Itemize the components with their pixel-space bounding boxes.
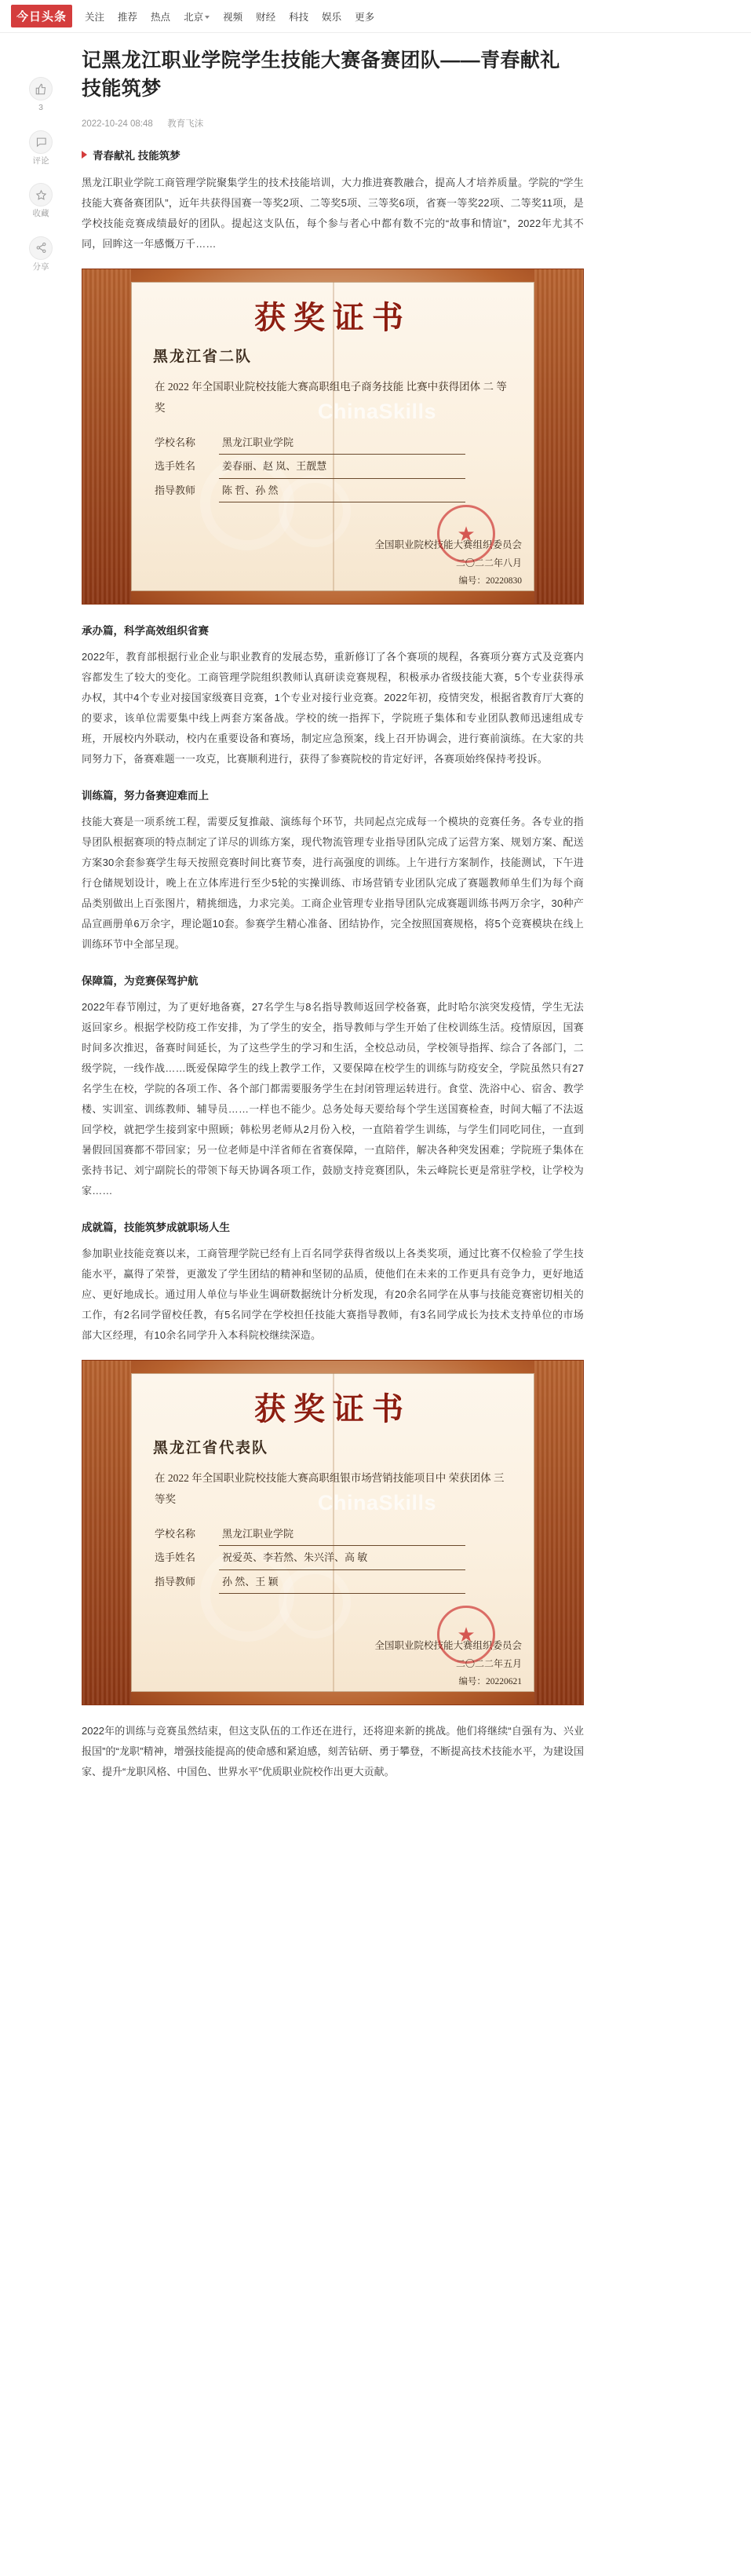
certificate-row-key: 选手姓名	[155, 1551, 196, 1564]
certificate-number: 编号：20220621	[458, 1677, 522, 1686]
page-body	[0, 33, 751, 1806]
certificate-row	[155, 1570, 465, 1594]
nav-item-keji[interactable]	[289, 9, 308, 24]
article-action-rail	[0, 47, 82, 1806]
certificate-body-text: 在 2022 年全国职业院校技能大赛高职组银市场营销技能项目中 荣获团体 三 等奖	[155, 1472, 505, 1505]
certificate-title: 获奖证书	[254, 300, 411, 335]
nav-item-label: 娱乐	[322, 11, 342, 23]
thumbs-up-icon	[29, 77, 53, 100]
certificate-image-2	[82, 1360, 584, 1705]
nav-item-label: 科技	[289, 11, 309, 23]
certificate-body-text: 在 2022 年全国职业院校技能大赛高职组电子商务技能 比赛中获得团体 二 等奖	[155, 381, 507, 414]
triangle-bullet-icon	[82, 151, 87, 159]
nav-item-tuijian[interactable]	[118, 9, 137, 24]
nav-item-gengduo[interactable]	[355, 9, 374, 24]
share-button[interactable]	[27, 236, 54, 272]
nav-item-label: 财经	[256, 11, 276, 23]
section-paragraph-3: 2022年春节刚过，为了更好地备赛，27名学生与8名指导教师返回学校备赛，此时哈尔滨突发疫情，学生无法返回家乡。根据学校防疫工作安排，为了学生的安全，指导教师与学生开始了住校训练生活。疫情原因，国赛时间多次推迟，备赛时间延长，为了这些学生的学习和生活，全校总动员，学校领导指挥、综合了各部门，二级学院，一线作战……既爱保障学生的线上教学工作，又要保障在校学生的训练与防疫安全，学院虽然只有27名学生在校，学院的各项工作、各个部门都需要服务学生在封闭管理运转进行。食堂、洗浴中心、宿舍、教学楼、实训室、训练教师、辅导员……一样也不能少。总务处每天要给每个学生送国赛检查，时间大幅了不法返回学校，就把学生接到家中照顾；韩松男老师从2月份入校，一直陪着学生训练，与学生们同吃同住，一直到暑假回国赛都不带回家；另一位老师是中洋省师在省赛保障，一直陪伴，解决各种突发困难；学院班子集体在张持书记、刘宁副院长的带领下每天协调各项工作，鼓励支持竞赛团队，朱云峰院长更是常驻学校，让学校为家……	[82, 1001, 584, 1197]
publish-date: 2022-10-24 08:48	[82, 119, 153, 129]
certificate-row-value: 黑龙江职业学院	[219, 431, 465, 455]
certificate-row-key: 指导教师	[155, 484, 196, 496]
certificate-number: 编号：20220830	[458, 576, 522, 586]
chevron-down-icon	[205, 16, 210, 19]
nav-item-label: 更多	[355, 11, 375, 23]
certificate-date: 二〇二二年八月	[455, 557, 522, 568]
site-logo[interactable]: 今日头条	[11, 5, 72, 27]
certificate-detail-rows	[155, 1522, 465, 1594]
certificate-row	[155, 1546, 465, 1569]
section-paragraph-1: 2022年，教育部根据行业企业与职业教育的发展态势，重新修订了各个赛项的规程，各赛项分赛方式及竞赛内容都发生了较大的变化。工商管理学院组织教师认真研读竞赛规程，积极承办省级技能大赛，5个专业获得承办权，其中4个专业对接国家级赛目竞赛，1个专业对接行业竞赛。2022年初，疫情突发，根据省教育厅大赛的的要求，该单位需要集中线上两套方案备战。学校的统一指挥下，学院班子集体和专业团队教师迅速组成专班，开展校内外联动，校内在重要设备和赛场，制定应急预案，线上召开协调会，进行赛前演练。在大家的共同努力下，备赛难题一一攻克，比赛顺利进行，获得了参赛院校的肯定好评，各赛项始终保持考投诉。	[82, 651, 584, 765]
certificate-row-value: 祝爱英、李若然、朱兴洋、高 敏	[219, 1546, 465, 1569]
certificate-team-name: 黑龙江省二队	[153, 349, 253, 365]
closing-paragraph: 2022年的训练与竞赛虽然结束，但这支队伍的工作还在进行，还将迎来新的挑战。他们将继续“自强有为、兴业报国”的“龙职”精神，增强技能提高的使命感和紧迫感，刻苦钻研、勇于攀登，不断提高技术技能水平，为建设国家、提升“龙职风格、中国色、世界水平”优质职业院校作出更大贡献。	[82, 1725, 584, 1778]
certificate-row	[155, 479, 465, 502]
certificate-date: 二〇二二年五月	[455, 1658, 522, 1669]
section-heading-1: 承办篇，科学高效组织省赛	[82, 625, 209, 637]
like-count: 3	[38, 103, 43, 112]
comment-button[interactable]	[27, 130, 54, 166]
top-navigation-bar	[0, 0, 751, 33]
official-seal-icon: ★	[437, 1606, 495, 1664]
official-seal-icon: ★	[437, 505, 495, 563]
comment-label: 评论	[32, 155, 49, 166]
favorite-button[interactable]	[27, 183, 54, 219]
figure-certificate-2	[82, 1360, 584, 1705]
certificate-detail-rows	[155, 431, 465, 502]
nav-item-redian[interactable]	[151, 9, 170, 24]
certificate-organization: 全国职业院校技能大赛组织委员会	[374, 1639, 522, 1651]
lead-heading	[82, 147, 584, 163]
right-gutter	[584, 47, 751, 1806]
certificate-row	[155, 1522, 465, 1546]
certificate-row-key: 选手姓名	[155, 460, 196, 473]
lead-paragraph: 黑龙江职业学院工商管理学院聚集学生的技术技能培训，大力推进赛教融合，提高人才培养质量。学院的“学生技能大赛备赛团队”，近年共获得国赛一等奖2项、二等奖5项、三等奖6项，省赛一等奖22项、二等奖11项，是学校技能竞赛成绩最好的团队。提起这支队伍，每个参与者心中都有数不完的“故事和情谊”，2022年尤其不同，回眸这一年感慨万千……	[82, 177, 584, 250]
nav-item-shipin[interactable]	[223, 9, 242, 24]
certificate-row-key: 学校名称	[155, 437, 196, 448]
favorite-label: 收藏	[32, 209, 49, 219]
like-button[interactable]	[27, 77, 54, 113]
article-source: 教育飞沫	[167, 119, 204, 129]
certificate-organization: 全国职业院校技能大赛组织委员会	[374, 539, 522, 550]
share-label: 分享	[32, 261, 49, 272]
certificate-row	[155, 431, 465, 455]
certificate-image-1	[82, 269, 584, 605]
certificate-row-key: 学校名称	[155, 1528, 196, 1540]
nav-item-label: 视频	[223, 11, 243, 23]
certificate-watermark: ChinaSkills	[318, 1491, 437, 1515]
nav-item-beijing[interactable]	[184, 9, 210, 24]
certificate-row-value: 姜春丽、赵 岚、王靓慧	[219, 455, 465, 478]
nav-item-caijing[interactable]	[256, 9, 275, 24]
nav-item-guanzhu[interactable]	[85, 9, 104, 24]
figure-certificate-1	[82, 269, 584, 605]
certificate-row-key: 指导教师	[155, 1575, 196, 1588]
nav-item-label: 北京	[184, 11, 204, 23]
certificate-row	[155, 455, 465, 478]
section-paragraph-2: 技能大赛是一项系统工程，需要反复推敲、演练每个环节，共同起点完成每一个模块的竞赛任务。各专业的指导团队根据赛项的特点制定了详尽的训练方案，现代物流管理专业指导团队完成了运营方案、规划方案、配送方案30余套参赛学生每天按照竞赛时间比赛节奏，进行高强度的训练。上午进行方案制作，技能测试，下午进行仓储规划设计，晚上在立体库进行至少5轮的实操训练、市场营销专业团队完成了赛题教师单生们为每个商品类别做出上百张图片，精挑细选，力求完美。工商企业管理专业指导团队完成赛题训练书两万余字，30种产品宣画册单6万余字，理论题10套。参赛学生精心准备、团结协作，完全按照国赛规格，将5个竞赛模块在线上训练环节中全部呈现。	[82, 816, 584, 950]
certificate-row-value: 陈 哲、孙 然	[219, 479, 465, 502]
certificate-title: 获奖证书	[254, 1391, 411, 1427]
nav-item-yule[interactable]	[322, 9, 341, 24]
certificate-team-name: 黑龙江省代表队	[153, 1440, 269, 1456]
star-icon	[29, 183, 53, 206]
certificate-row-value: 孙 然、王 颖	[219, 1570, 465, 1594]
article-meta	[82, 117, 584, 130]
article-content	[82, 47, 584, 1806]
share-icon	[29, 236, 53, 260]
nav-item-label: 热点	[151, 11, 171, 23]
section-heading-2: 训练篇，努力备赛迎难而上	[82, 790, 209, 802]
nav-item-label: 推荐	[118, 11, 138, 23]
page-title: 记黑龙江职业学院学生技能大赛备赛团队——青春献礼 技能筑梦	[82, 49, 560, 100]
nav-item-label: 关注	[85, 11, 105, 23]
section-paragraph-4: 参加职业技能竞赛以来，工商管理学院已经有上百名同学获得省级以上各类奖项，通过比赛不仅检验了学生技能水平，赢得了荣誉，更激发了学生团结的精神和坚韧的品质，使他们在未来的工作更具有竞争力，更好地适应、更好地成长。通过用人单位与毕业生调研数据统计分析发现，有20余名同学在从事与技能竞赛密切相关的工作，有2名同学留校任教，有5名同学在学校担任技能大赛指导教师，有3名同学成长为技术支持单位的市场部大区经理，有10余名同学升入本科院校继续深造。	[82, 1248, 584, 1341]
certificate-row-value: 黑龙江职业学院	[219, 1522, 465, 1546]
certificate-watermark: ChinaSkills	[318, 400, 437, 423]
section-heading-3: 保障篇，为竞赛保驾护航	[82, 975, 199, 987]
comment-icon	[29, 130, 53, 154]
lead-heading-label: 青春献礼 技能筑梦	[93, 150, 180, 162]
section-heading-4: 成就篇，技能筑梦成就职场人生	[82, 1222, 230, 1233]
